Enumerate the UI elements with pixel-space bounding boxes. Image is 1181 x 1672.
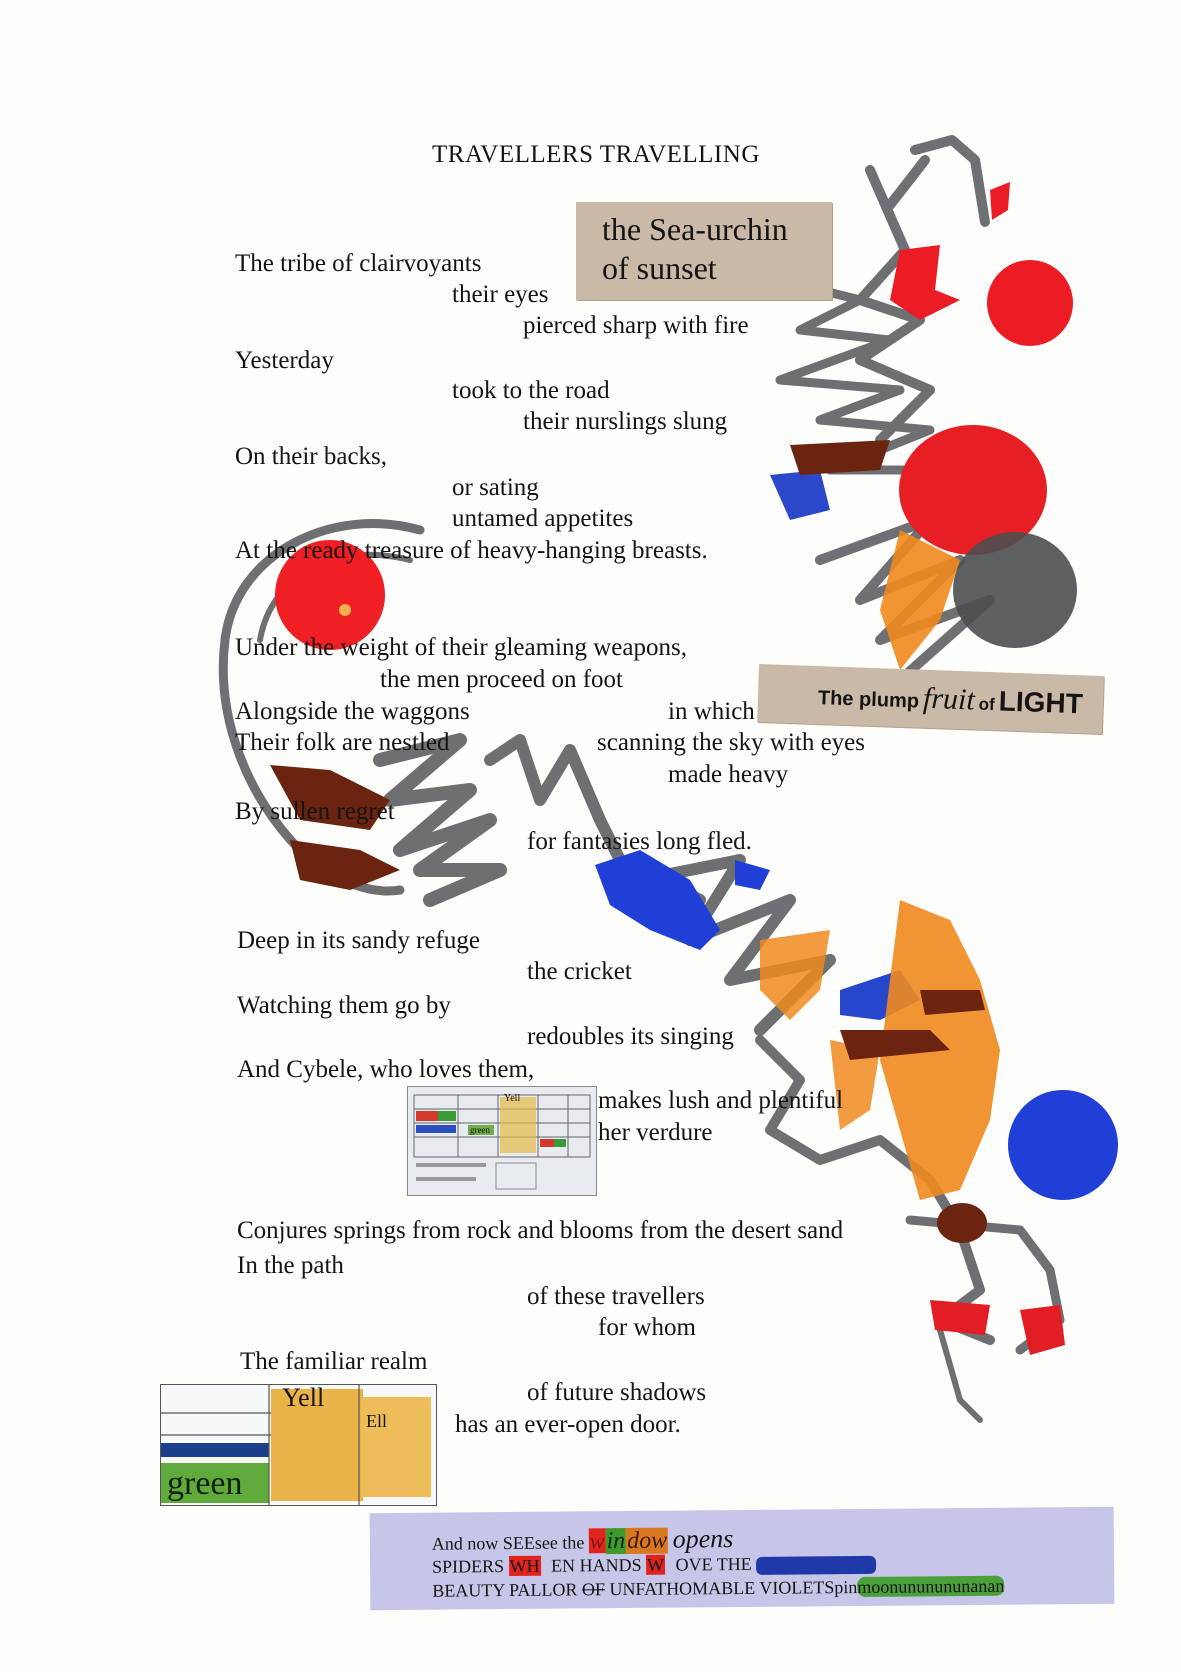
clipping-word: fruit: [922, 681, 976, 717]
poem-line: Deep in its sandy refuge: [237, 927, 480, 954]
clipping-word: The plump: [817, 687, 920, 713]
clipping-line: the Sea-urchin: [602, 211, 788, 247]
table-clipping-graphic: [408, 1087, 596, 1195]
strip-text: And now SEEsee the: [431, 1532, 585, 1554]
poem-line: pierced sharp with fire: [523, 312, 749, 339]
table-clipping: [407, 1086, 597, 1196]
poem-line: Under the weight of their gleaming weapons,: [235, 634, 687, 661]
poem-line: her verdure: [598, 1119, 713, 1146]
strip-text: SPIDERS: [431, 1556, 505, 1577]
poem-line: The familiar realm: [240, 1348, 428, 1375]
poem-line: their eyes: [452, 281, 549, 308]
poem-line: Alongside the waggons: [235, 698, 470, 725]
poem-line: Watching them go by: [237, 992, 451, 1019]
poem-line: or sating: [452, 474, 539, 501]
poem-line: for whom: [598, 1314, 696, 1341]
poem-line: the cricket: [527, 958, 632, 985]
poem-line: their nurslings slung: [523, 408, 728, 435]
swatch-ell-label: Ell: [366, 1411, 387, 1431]
strip-text: W: [647, 1554, 665, 1575]
poem-line: On their backs,: [235, 443, 388, 470]
poem-line: of future shadows: [527, 1379, 707, 1406]
poem-line: By sullen regret: [235, 798, 395, 825]
strip-text: dow: [627, 1527, 668, 1555]
color-swatch-clipping: [160, 1384, 437, 1506]
strip-text: EN HANDS: [550, 1554, 642, 1576]
strip-text: UNFATHOMABLE VIOLETSpin: [609, 1576, 858, 1600]
mini-yell-label: Yell: [504, 1093, 521, 1104]
poem-line: in which: [668, 698, 755, 725]
strip-text: OVE THE: [675, 1553, 752, 1575]
poem-title: TRAVELLERS TRAVELLING: [432, 141, 760, 168]
strip-text: in: [606, 1528, 626, 1555]
poem-line: has an ever-open door.: [455, 1411, 681, 1438]
poem-line: scanning the sky with eyes: [597, 729, 866, 756]
poem-line: redoubles its singing: [527, 1023, 734, 1050]
window-opens-strip: [370, 1507, 1115, 1610]
strip-text: w: [589, 1528, 605, 1554]
clipping-line: of sunset: [602, 250, 717, 286]
poem-line: Conjures springs from rock and blooms from the desert sand: [237, 1217, 844, 1244]
poem-line: And Cybele, who loves them,: [237, 1056, 535, 1083]
strip-text: WH: [509, 1555, 540, 1577]
poem-line: At the ready treasure of heavy-hanging breasts.: [235, 537, 708, 564]
strip-text: BEAUTY PALLOR: [432, 1579, 578, 1601]
poem-line: took to the road: [452, 377, 610, 404]
strip-text: OF: [581, 1579, 606, 1600]
poem-line: Their folk are nestled: [235, 729, 450, 756]
swatch-green-label: green: [167, 1465, 243, 1502]
poem-line: for fantasies long fled.: [527, 828, 752, 855]
clipping-word: LIGHT: [998, 685, 1084, 720]
poem-line: the men proceed on foot: [380, 666, 623, 693]
poem-line: The tribe of clairvoyants: [235, 250, 482, 277]
poem-line: of these travellers: [527, 1283, 705, 1310]
sea-urchin-clipping: [576, 202, 832, 300]
plump-fruit-clipping: [757, 664, 1104, 734]
strip-text: moonununununanan: [857, 1575, 1005, 1597]
poem-line: Yesterday: [235, 347, 334, 374]
swatch-yell-label: Yell: [282, 1383, 325, 1412]
poem-line: makes lush and plentiful: [598, 1087, 844, 1114]
poem-line: In the path: [237, 1252, 344, 1279]
strip-text: opens: [672, 1524, 734, 1554]
poem-line: made heavy: [668, 761, 789, 788]
poem-line: untamed appetites: [452, 505, 634, 532]
clipping-word: of: [978, 694, 996, 715]
blue-blot: [756, 1556, 876, 1575]
mini-green-label: green: [470, 1125, 490, 1135]
